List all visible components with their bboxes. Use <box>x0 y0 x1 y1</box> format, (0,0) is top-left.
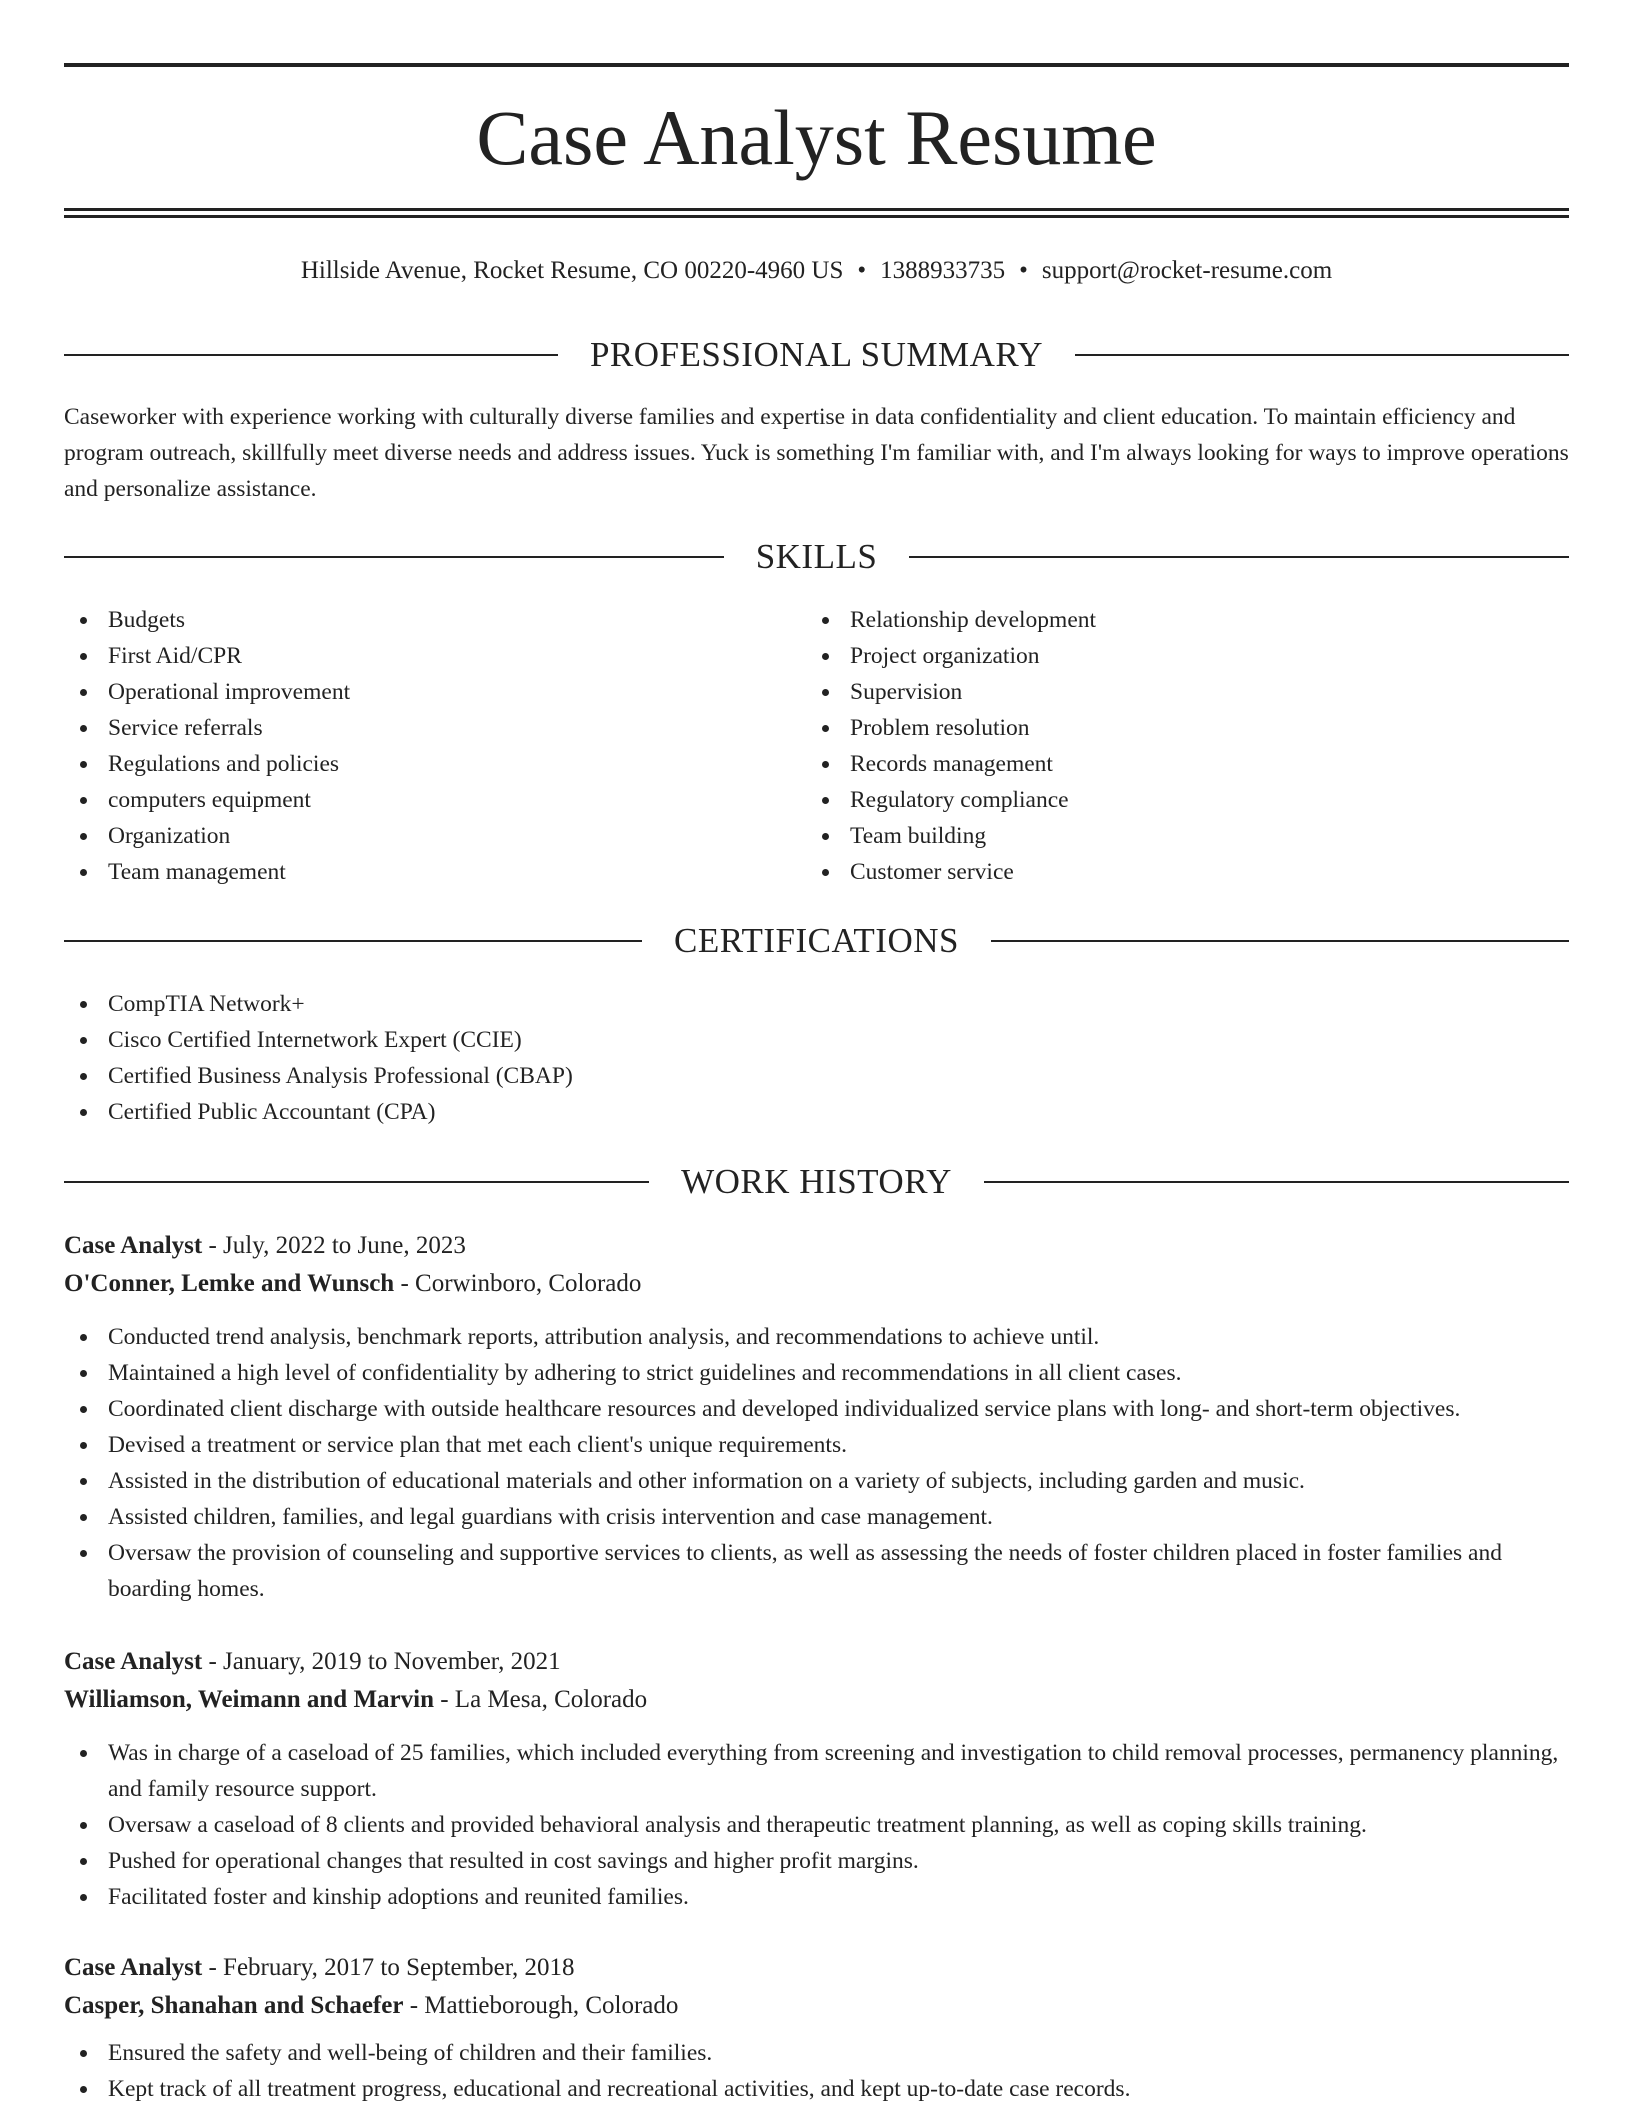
job-title: Case Analyst <box>64 1954 203 1981</box>
skill-item: Problem resolution <box>806 710 1566 746</box>
skill-item: Regulatory compliance <box>806 782 1566 818</box>
job-title: Case Analyst <box>64 1648 203 1675</box>
job-bullets <box>64 2035 1569 2107</box>
job-location: - Corwinboro, Colorado <box>394 1270 642 1297</box>
skills-list-left <box>64 602 764 890</box>
skill-item: Customer service <box>806 854 1566 890</box>
job-bullet-item: Ensured the safety and well-being of children and their families. <box>64 2035 1569 2071</box>
job-bullet-item: Assisted in the distribution of educational materials and other information on a variety of subjects, including garden and music. <box>64 1463 1569 1499</box>
section-rule <box>64 1181 649 1183</box>
job-bullet-item: Oversaw the provision of counseling and supportive services to clients, as well as assessing the needs of foster children placed in foster families and boarding homes. <box>64 1535 1569 1607</box>
job-bullet-item: Oversaw a caseload of 8 clients and provided behavioral analysis and therapeutic treatment planning, as well as coping skills training. <box>64 1807 1569 1843</box>
certification-item: Certified Public Accountant (CPA) <box>64 1094 1569 1130</box>
job-entry <box>64 1227 1569 1607</box>
job-title-line <box>64 1643 1569 1681</box>
title-rule-upper <box>64 208 1569 211</box>
job-dates: - February, 2017 to September, 2018 <box>202 1954 575 1981</box>
job-bullet-item: Devised a treatment or service plan that met each client's unique requirements. <box>64 1427 1569 1463</box>
section-rule <box>909 556 1569 558</box>
contact-address: Hillside Avenue, Rocket Resume, CO 00220-4960 US <box>300 257 844 284</box>
section-rule <box>64 940 642 942</box>
skill-item: Supervision <box>806 674 1566 710</box>
skill-item: Project organization <box>806 638 1566 674</box>
job-bullet-item: Kept track of all treatment progress, educational and recreational activities, and kept up-to-date case records. <box>64 2071 1569 2107</box>
job-entry <box>64 1643 1569 1915</box>
section-header-work-history <box>64 1160 1569 1204</box>
skill-item: Operational improvement <box>64 674 764 710</box>
certification-item: CompTIA Network+ <box>64 986 1569 1022</box>
contact-line <box>64 254 1569 288</box>
job-bullet-item: Assisted children, families, and legal guardians with crisis intervention and case management. <box>64 1499 1569 1535</box>
job-bullet-item: Was in charge of a caseload of 25 families, which included everything from screening and investigation to child removal processes, permanency planning, and family resource support. <box>64 1735 1569 1807</box>
skill-item: Records management <box>806 746 1566 782</box>
section-rule <box>1075 354 1569 356</box>
skill-item: Service referrals <box>64 710 764 746</box>
job-bullets <box>64 1319 1569 1607</box>
section-title-summary: PROFESSIONAL SUMMARY <box>589 335 1044 374</box>
skill-item: computers equipment <box>64 782 764 818</box>
section-header-summary <box>64 333 1569 377</box>
top-rule <box>64 63 1569 67</box>
section-rule <box>64 556 724 558</box>
job-dates: - July, 2022 to June, 2023 <box>202 1232 466 1259</box>
skill-item: Regulations and policies <box>64 746 764 782</box>
job-company: O'Conner, Lemke and Wunsch <box>64 1270 395 1297</box>
page-title: Case Analyst Resume <box>476 94 1157 181</box>
job-company: Casper, Shanahan and Schaefer <box>64 1992 404 2019</box>
job-company: Williamson, Weimann and Marvin <box>64 1686 434 1713</box>
job-bullet-item: Maintained a high level of confidentiality by adhering to strict guidelines and recommendations in all client cases. <box>64 1355 1569 1391</box>
job-location: - La Mesa, Colorado <box>433 1686 648 1713</box>
summary-text: Caseworker with experience working with culturally diverse families and expertise in data confidentiality and client education. To maintain efficiency and program outreach, skillfully meet diverse needs and address issues. Yuck is something I'm familiar with, and I'm always looking for ways to improve operations and personalize assistance. <box>64 404 1569 502</box>
skill-item: Team building <box>806 818 1566 854</box>
skill-item: Team management <box>64 854 764 890</box>
job-bullet-item: Coordinated client discharge with outside healthcare resources and developed individualized service plans with long- and short-term objectives. <box>64 1391 1569 1427</box>
section-title-work-history: WORK HISTORY <box>681 1162 952 1201</box>
title-rule-lower <box>64 215 1569 218</box>
contact-email: support@rocket-resume.com <box>1041 257 1333 284</box>
contact-separator: • <box>1019 257 1028 284</box>
section-title-skills: SKILLS <box>755 537 878 576</box>
job-title: Case Analyst <box>64 1232 203 1259</box>
skill-item: Budgets <box>64 602 764 638</box>
certification-item: Certified Business Analysis Professional (CBAP) <box>64 1058 1569 1094</box>
skill-item: Organization <box>64 818 764 854</box>
job-bullets <box>64 1735 1569 1915</box>
certifications-list <box>64 986 1569 1130</box>
job-bullet-item: Facilitated foster and kinship adoptions and reunited families. <box>64 1879 1569 1915</box>
skills-list-right <box>806 602 1566 890</box>
contact-separator: • <box>857 257 867 284</box>
job-location: - Mattieborough, Colorado <box>403 1992 679 2019</box>
job-title-line <box>64 1949 1569 1987</box>
job-company-line <box>64 1265 1569 1303</box>
section-rule <box>64 354 558 356</box>
section-rule <box>991 940 1569 942</box>
job-title-line <box>64 1227 1569 1265</box>
job-company-line <box>64 1987 1569 2025</box>
section-rule <box>984 1181 1569 1183</box>
job-entry <box>64 1949 1569 2107</box>
job-company-line <box>64 1681 1569 1719</box>
job-dates: - January, 2019 to November, 2021 <box>202 1648 561 1675</box>
skill-item: First Aid/CPR <box>64 638 764 674</box>
contact-phone: 1388933735 <box>880 257 1006 284</box>
skill-item: Relationship development <box>806 602 1566 638</box>
section-title-certifications: CERTIFICATIONS <box>674 921 959 960</box>
section-header-certifications <box>64 919 1569 963</box>
job-bullet-item: Pushed for operational changes that resulted in cost savings and higher profit margins. <box>64 1843 1569 1879</box>
certification-item: Cisco Certified Internetwork Expert (CCIE) <box>64 1022 1569 1058</box>
job-bullet-item: Conducted trend analysis, benchmark reports, attribution analysis, and recommendations to achieve until. <box>64 1319 1569 1355</box>
section-header-skills <box>64 535 1569 579</box>
